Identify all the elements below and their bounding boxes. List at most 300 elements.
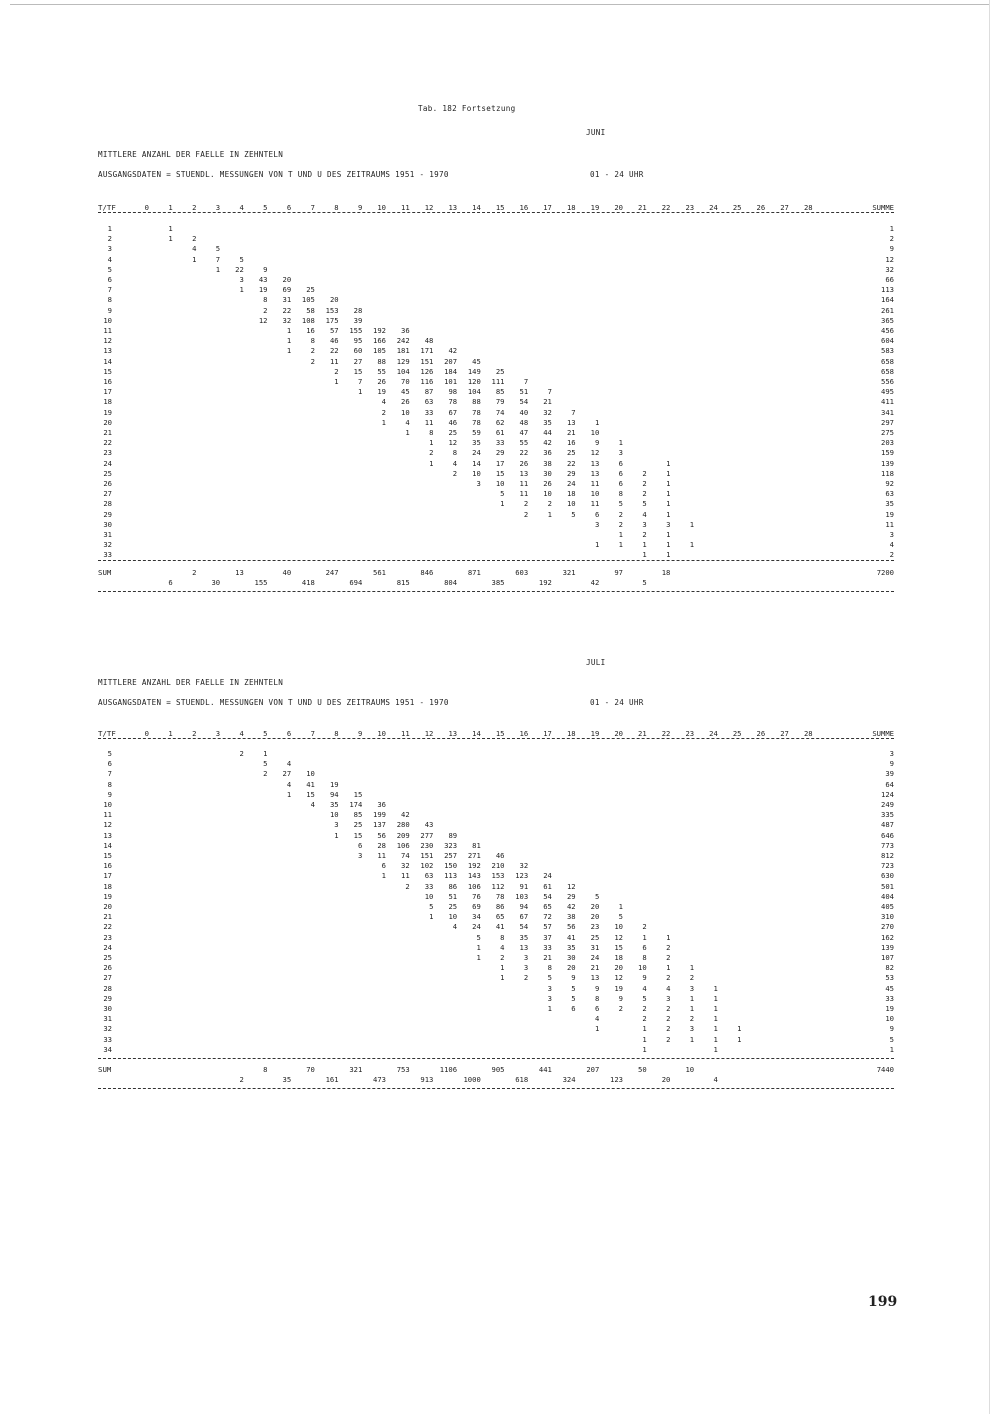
row-sum: 365 [881, 315, 894, 325]
table-cell: 25 [448, 428, 458, 437]
row-label: 32 [103, 540, 112, 550]
row-sum: 310 [881, 912, 894, 922]
row-label: 18 [103, 397, 112, 407]
table-cell: 26 [543, 479, 552, 488]
table-cell: 199 [373, 810, 386, 820]
table-cell: 26 [401, 397, 410, 407]
table-cell: 1 [286, 346, 292, 356]
table-cell: 3 [357, 851, 363, 860]
row-label: 13 [103, 830, 112, 840]
table-cell: 1 [642, 1044, 647, 1054]
table-cell: 3 [666, 519, 671, 529]
row-label: 26 [103, 479, 112, 488]
table-cell: 120 [467, 377, 481, 386]
column-sum: 561 [373, 568, 386, 577]
table-cell: 103 [515, 891, 529, 901]
table-cell: 1 [713, 993, 718, 1003]
table-cell: 44 [543, 428, 552, 437]
table-cell: 1 [168, 224, 173, 233]
table-cell: 10 [590, 489, 600, 499]
column-header: 9 [357, 203, 363, 212]
column-header: 2 [192, 203, 197, 212]
table-cell: 1 [192, 254, 197, 264]
table-cell: 12 [258, 315, 268, 325]
table-cell: 106 [467, 881, 481, 891]
table-cell: 51 [448, 891, 458, 901]
table-cell: 1 [618, 902, 623, 911]
table-cell: 25 [590, 932, 600, 942]
table-cell: 42 [448, 346, 458, 356]
month-label: JULI [586, 658, 606, 667]
column-header: 25 [732, 203, 742, 212]
row-sum: 64 [885, 779, 894, 789]
column-header: 28 [803, 729, 813, 738]
row-sum: 658 [881, 356, 894, 366]
table-cell: 1 [713, 1024, 718, 1034]
column-header: 10 [377, 729, 386, 738]
table-cell: 32 [543, 407, 552, 417]
source-note: AUSGANGSDATEN = STUENDL. MESSUNGEN VON T UND U DES ZEITRAUMS 1951 - 1970 [98, 698, 449, 707]
row-label: 12 [103, 336, 112, 346]
table-cell: 15 [353, 789, 363, 799]
table-cell: 33 [543, 942, 552, 952]
page-number: 199 [868, 1294, 898, 1310]
table-cell: 4 [310, 800, 315, 809]
column-header: 19 [590, 203, 600, 212]
column-header: 15 [495, 203, 505, 212]
table-cell: 2 [642, 1004, 647, 1013]
table-cell: 12 [590, 448, 600, 458]
table-cell: 1 [737, 1024, 742, 1034]
table-cell: 1 [642, 550, 647, 560]
row-sum: 39 [885, 769, 894, 779]
row-sum: 10 [885, 1014, 894, 1024]
row-sum: 249 [881, 800, 894, 809]
table-cell: 48 [519, 417, 529, 427]
row-sum: 45 [885, 983, 894, 993]
column-header: 11 [401, 729, 410, 738]
column-header: 0 [144, 729, 149, 738]
table-cell: 1 [713, 1004, 718, 1013]
table-cell: 22 [519, 448, 529, 458]
table-cell: 257 [444, 851, 458, 860]
table-cell: 4 [381, 397, 386, 407]
column-sum: 42 [590, 578, 600, 587]
table-cell: 2 [263, 305, 268, 315]
column-header: 2 [192, 729, 197, 738]
row-sum: 139 [881, 942, 894, 952]
row-sum: 658 [881, 366, 894, 376]
column-header: 1 [168, 203, 173, 212]
column-sum: 20 [661, 1075, 671, 1084]
table-cell: 129 [396, 356, 410, 366]
dashed-rule [98, 212, 894, 213]
dashed-rule [98, 1088, 894, 1089]
row-sum: 12 [885, 254, 894, 264]
table-cell: 32 [519, 861, 529, 871]
table-cell: 88 [377, 356, 386, 366]
table-cell: 2 [689, 1014, 695, 1024]
table-cell: 8 [547, 963, 552, 973]
column-sum: 473 [373, 1075, 386, 1084]
table-cell: 108 [301, 315, 315, 325]
table-cell: 3 [618, 448, 623, 458]
table-cell: 1 [547, 1004, 552, 1013]
column-header: 4 [239, 203, 244, 212]
table-cell: 16 [566, 438, 576, 448]
column-sum: 871 [467, 568, 481, 577]
table-cell: 20 [329, 295, 339, 305]
table-cell: 24 [472, 922, 481, 932]
row-label: 31 [103, 530, 112, 539]
table-cell: 29 [566, 891, 576, 901]
table-cell: 43 [258, 275, 268, 284]
table-cell: 2 [642, 1014, 647, 1024]
table-cell: 25 [566, 448, 576, 458]
dashed-rule [98, 560, 894, 561]
table-cell: 89 [448, 830, 458, 840]
column-header: 14 [472, 729, 481, 738]
table-cell: 85 [495, 387, 505, 397]
table-cell: 1 [666, 479, 671, 488]
table-cell: 13 [566, 417, 576, 427]
table-cell: 15 [353, 366, 363, 376]
row-sum: 66 [885, 275, 894, 284]
row-sum: 604 [881, 336, 894, 346]
table-cell: 40 [519, 407, 529, 417]
column-sum: 321 [562, 568, 576, 577]
table-cell: 3 [476, 479, 481, 488]
table-cell: 1 [713, 1034, 718, 1044]
row-sum: 33 [885, 993, 894, 1003]
row-label: 21 [103, 912, 112, 922]
table-cell: 151 [420, 851, 434, 860]
column-header: 4 [239, 729, 244, 738]
table-cell: 150 [444, 861, 458, 871]
table-cell: 8 [452, 448, 458, 458]
table-cell: 86 [448, 881, 458, 891]
row-label: 27 [103, 489, 112, 499]
table-cell: 5 [642, 993, 647, 1003]
row-label: 23 [103, 448, 112, 458]
table-cell: 42 [543, 438, 552, 448]
table-cell: 63 [424, 871, 434, 881]
row-sum: 405 [881, 902, 894, 911]
table-cell: 30 [566, 953, 576, 962]
hours-label: 01 - 24 UHR [590, 698, 644, 707]
table-cell: 1 [666, 530, 671, 539]
table-cell: 54 [519, 922, 529, 932]
column-header: 18 [566, 203, 576, 212]
row-label: 14 [103, 356, 112, 366]
row-sum: 107 [881, 953, 894, 962]
table-cell: 15 [614, 942, 623, 952]
row-sum: 19 [885, 509, 894, 519]
table-cell: 27 [282, 769, 292, 779]
table-cell: 2 [666, 973, 671, 983]
table-cell: 13 [519, 942, 529, 952]
table-cell: 35 [472, 438, 481, 448]
column-header: 1 [168, 729, 173, 738]
table-cell: 3 [523, 963, 529, 973]
row-label: 29 [103, 509, 112, 519]
column-sum: 6 [168, 578, 173, 587]
table-cell: 74 [495, 407, 505, 417]
table-cell: 4 [286, 759, 292, 769]
row-label: 33 [103, 550, 112, 560]
table-cell: 1 [286, 326, 292, 335]
table-cell: 6 [618, 458, 623, 468]
table-cell: 15 [495, 468, 505, 478]
table-cell: 24 [472, 448, 481, 458]
table-cell: 12 [448, 438, 458, 448]
table-cell: 10 [566, 499, 576, 509]
table-cell: 5 [547, 973, 552, 983]
column-header: 8 [334, 729, 339, 738]
table-cell: 2 [523, 499, 529, 509]
table-cell: 8 [618, 489, 623, 499]
row-label: 3 [107, 244, 112, 254]
column-sum: 35 [282, 1075, 292, 1084]
table-cell: 29 [566, 468, 576, 478]
column-sum: 10 [685, 1065, 695, 1074]
table-cell: 6 [618, 479, 623, 488]
table-cell: 2 [452, 468, 458, 478]
table-cell: 38 [566, 912, 576, 922]
table-cell: 61 [543, 881, 552, 891]
table-cell: 8 [263, 295, 268, 305]
table-cell: 36 [401, 326, 410, 335]
table-cell: 63 [424, 397, 434, 407]
column-sum: 618 [515, 1075, 529, 1084]
table-cell: 17 [495, 458, 505, 468]
table-cell: 271 [467, 851, 481, 860]
table-cell: 79 [495, 397, 505, 407]
table-cell: 1 [239, 285, 244, 295]
table-cell: 32 [282, 315, 292, 325]
table-cell: 10 [614, 922, 623, 932]
table-cell: 15 [306, 789, 315, 799]
table-cell: 25 [448, 902, 458, 911]
row-sum: 275 [881, 428, 894, 437]
table-cell: 55 [377, 366, 386, 376]
table-cell: 175 [325, 315, 339, 325]
table-cell: 36 [377, 800, 386, 809]
table-cell: 9 [571, 973, 576, 983]
column-sum: 804 [444, 578, 458, 587]
table-cell: 184 [444, 366, 458, 376]
row-label: 17 [103, 387, 112, 397]
row-label: 32 [103, 1024, 112, 1034]
table-cell: 149 [467, 366, 481, 376]
row-sum: 583 [881, 346, 894, 356]
table-cell: 155 [349, 326, 363, 335]
table-cell: 35 [566, 942, 576, 952]
row-sum: 487 [881, 820, 894, 830]
table-cell: 14 [472, 458, 481, 468]
table-cell: 1 [666, 489, 671, 499]
table-cell: 101 [444, 377, 458, 386]
table-cell: 88 [472, 397, 481, 407]
column-header: 14 [472, 203, 481, 212]
column-header: 21 [638, 729, 647, 738]
sum-header: SUMME [872, 203, 894, 212]
table-cell: 9 [642, 973, 647, 983]
table-cell: 31 [590, 942, 600, 952]
table-cell: 2 [689, 973, 695, 983]
table-cell: 1 [381, 871, 386, 881]
table-cell: 24 [543, 871, 552, 881]
table-cell: 33 [424, 881, 434, 891]
table-cell: 98 [448, 387, 458, 397]
table-cell: 104 [467, 387, 481, 397]
table-cell: 3 [642, 519, 647, 529]
table-cell: 5 [263, 759, 268, 769]
row-sum: 556 [881, 377, 894, 386]
table-cell: 12 [614, 932, 623, 942]
table-cell: 37 [543, 932, 552, 942]
table-cell: 25 [495, 366, 505, 376]
table-cell: 1 [429, 438, 434, 448]
table-cell: 181 [396, 346, 410, 356]
table-cell: 1 [476, 953, 481, 962]
row-sum: 92 [885, 479, 894, 488]
table-cell: 58 [306, 305, 315, 315]
table-cell: 1 [666, 509, 671, 519]
table-cell: 4 [286, 779, 292, 789]
table-cell: 5 [500, 489, 505, 499]
column-sum: 694 [349, 578, 363, 587]
dashed-rule [98, 591, 894, 592]
row-sum: 2 [889, 234, 894, 244]
table-cell: 111 [491, 377, 505, 386]
row-sum: 630 [881, 871, 894, 881]
row-label: 10 [103, 800, 112, 809]
table-cell: 46 [495, 851, 505, 860]
row-sum: 3 [889, 530, 894, 539]
table-cell: 5 [239, 254, 244, 264]
row-label: 2 [107, 234, 112, 244]
table-title: MITTLERE ANZAHL DER FAELLE IN ZEHNTELN [98, 150, 284, 159]
column-header: 8 [334, 203, 339, 212]
column-header: 17 [543, 203, 552, 212]
table-cell: 1 [429, 912, 434, 922]
table-cell: 7 [357, 377, 363, 386]
row-label: 28 [103, 983, 112, 993]
table-cell: 8 [429, 428, 434, 437]
row-sum: 646 [881, 830, 894, 840]
row-sum: 1 [889, 224, 894, 233]
table-cell: 2 [666, 1004, 671, 1013]
column-sum: 13 [235, 568, 244, 577]
column-header: 20 [614, 729, 623, 738]
row-sum: 11 [885, 519, 894, 529]
table-cell: 21 [543, 953, 552, 962]
table-cell: 2 [642, 922, 647, 932]
column-sum: 905 [491, 1065, 505, 1074]
column-sum: 4 [713, 1075, 718, 1084]
table-cell: 36 [543, 448, 552, 458]
column-sum: 18 [661, 568, 671, 577]
row-label: 8 [107, 779, 112, 789]
table-cell: 5 [594, 891, 600, 901]
column-header: 18 [566, 729, 576, 738]
table-cell: 11 [401, 871, 410, 881]
table-cell: 1 [357, 387, 363, 397]
row-label: 16 [103, 861, 112, 871]
row-label: 17 [103, 871, 112, 881]
table-cell: 3 [547, 993, 552, 1003]
column-header: 15 [495, 729, 505, 738]
table-cell: 123 [515, 871, 529, 881]
table-cell: 69 [472, 902, 481, 911]
row-label: 26 [103, 963, 112, 973]
table-cell: 35 [519, 932, 529, 942]
table-cell: 67 [448, 407, 458, 417]
row-label: 11 [103, 326, 112, 335]
table-cell: 12 [566, 881, 576, 891]
row-sum: 261 [881, 305, 894, 315]
table-cell: 28 [353, 305, 363, 315]
row-sum: 118 [881, 468, 894, 478]
table-cell: 1 [642, 1024, 647, 1034]
column-header: 25 [732, 729, 742, 738]
table-cell: 8 [594, 993, 600, 1003]
table-cell: 105 [301, 295, 315, 305]
column-sum: 418 [301, 578, 315, 587]
table-cell: 16 [306, 326, 315, 335]
table-cell: 126 [420, 366, 434, 376]
row-label: 9 [107, 305, 112, 315]
table-cell: 3 [239, 275, 244, 284]
table-cell: 6 [571, 1004, 576, 1013]
table-cell: 1 [666, 540, 671, 550]
table-cell: 41 [306, 779, 315, 789]
table-cell: 323 [444, 840, 458, 850]
row-label: 29 [103, 993, 112, 1003]
table-cell: 38 [543, 458, 552, 468]
table-cell: 1 [642, 540, 647, 550]
column-header: 16 [519, 203, 529, 212]
table-cell: 13 [519, 468, 529, 478]
table-cell: 192 [467, 861, 481, 871]
table-cell: 28 [377, 840, 386, 850]
corner-header: T/TF [98, 729, 116, 738]
table-cell: 10 [329, 810, 339, 820]
table-cell: 13 [590, 458, 600, 468]
table-cell: 2 [642, 468, 647, 478]
row-label: 15 [103, 851, 112, 860]
column-sum: 70 [306, 1065, 315, 1074]
table-cell: 1 [689, 1004, 695, 1013]
row-label: 27 [103, 973, 112, 983]
column-header: 19 [590, 729, 600, 738]
table-cell: 4 [642, 983, 647, 993]
column-header: 10 [377, 203, 386, 212]
table-cell: 87 [424, 387, 434, 397]
table-cell: 26 [519, 458, 529, 468]
table-cell: 19 [614, 983, 623, 993]
table-cell: 24 [566, 479, 576, 488]
column-sum: 40 [282, 568, 292, 577]
table-cell: 6 [594, 509, 600, 519]
row-label: 6 [107, 759, 112, 769]
table-cell: 2 [239, 749, 244, 758]
table-cell: 280 [396, 820, 410, 830]
table-cell: 1 [263, 749, 268, 758]
column-sum: 123 [610, 1075, 623, 1084]
table-cell: 151 [420, 356, 434, 366]
